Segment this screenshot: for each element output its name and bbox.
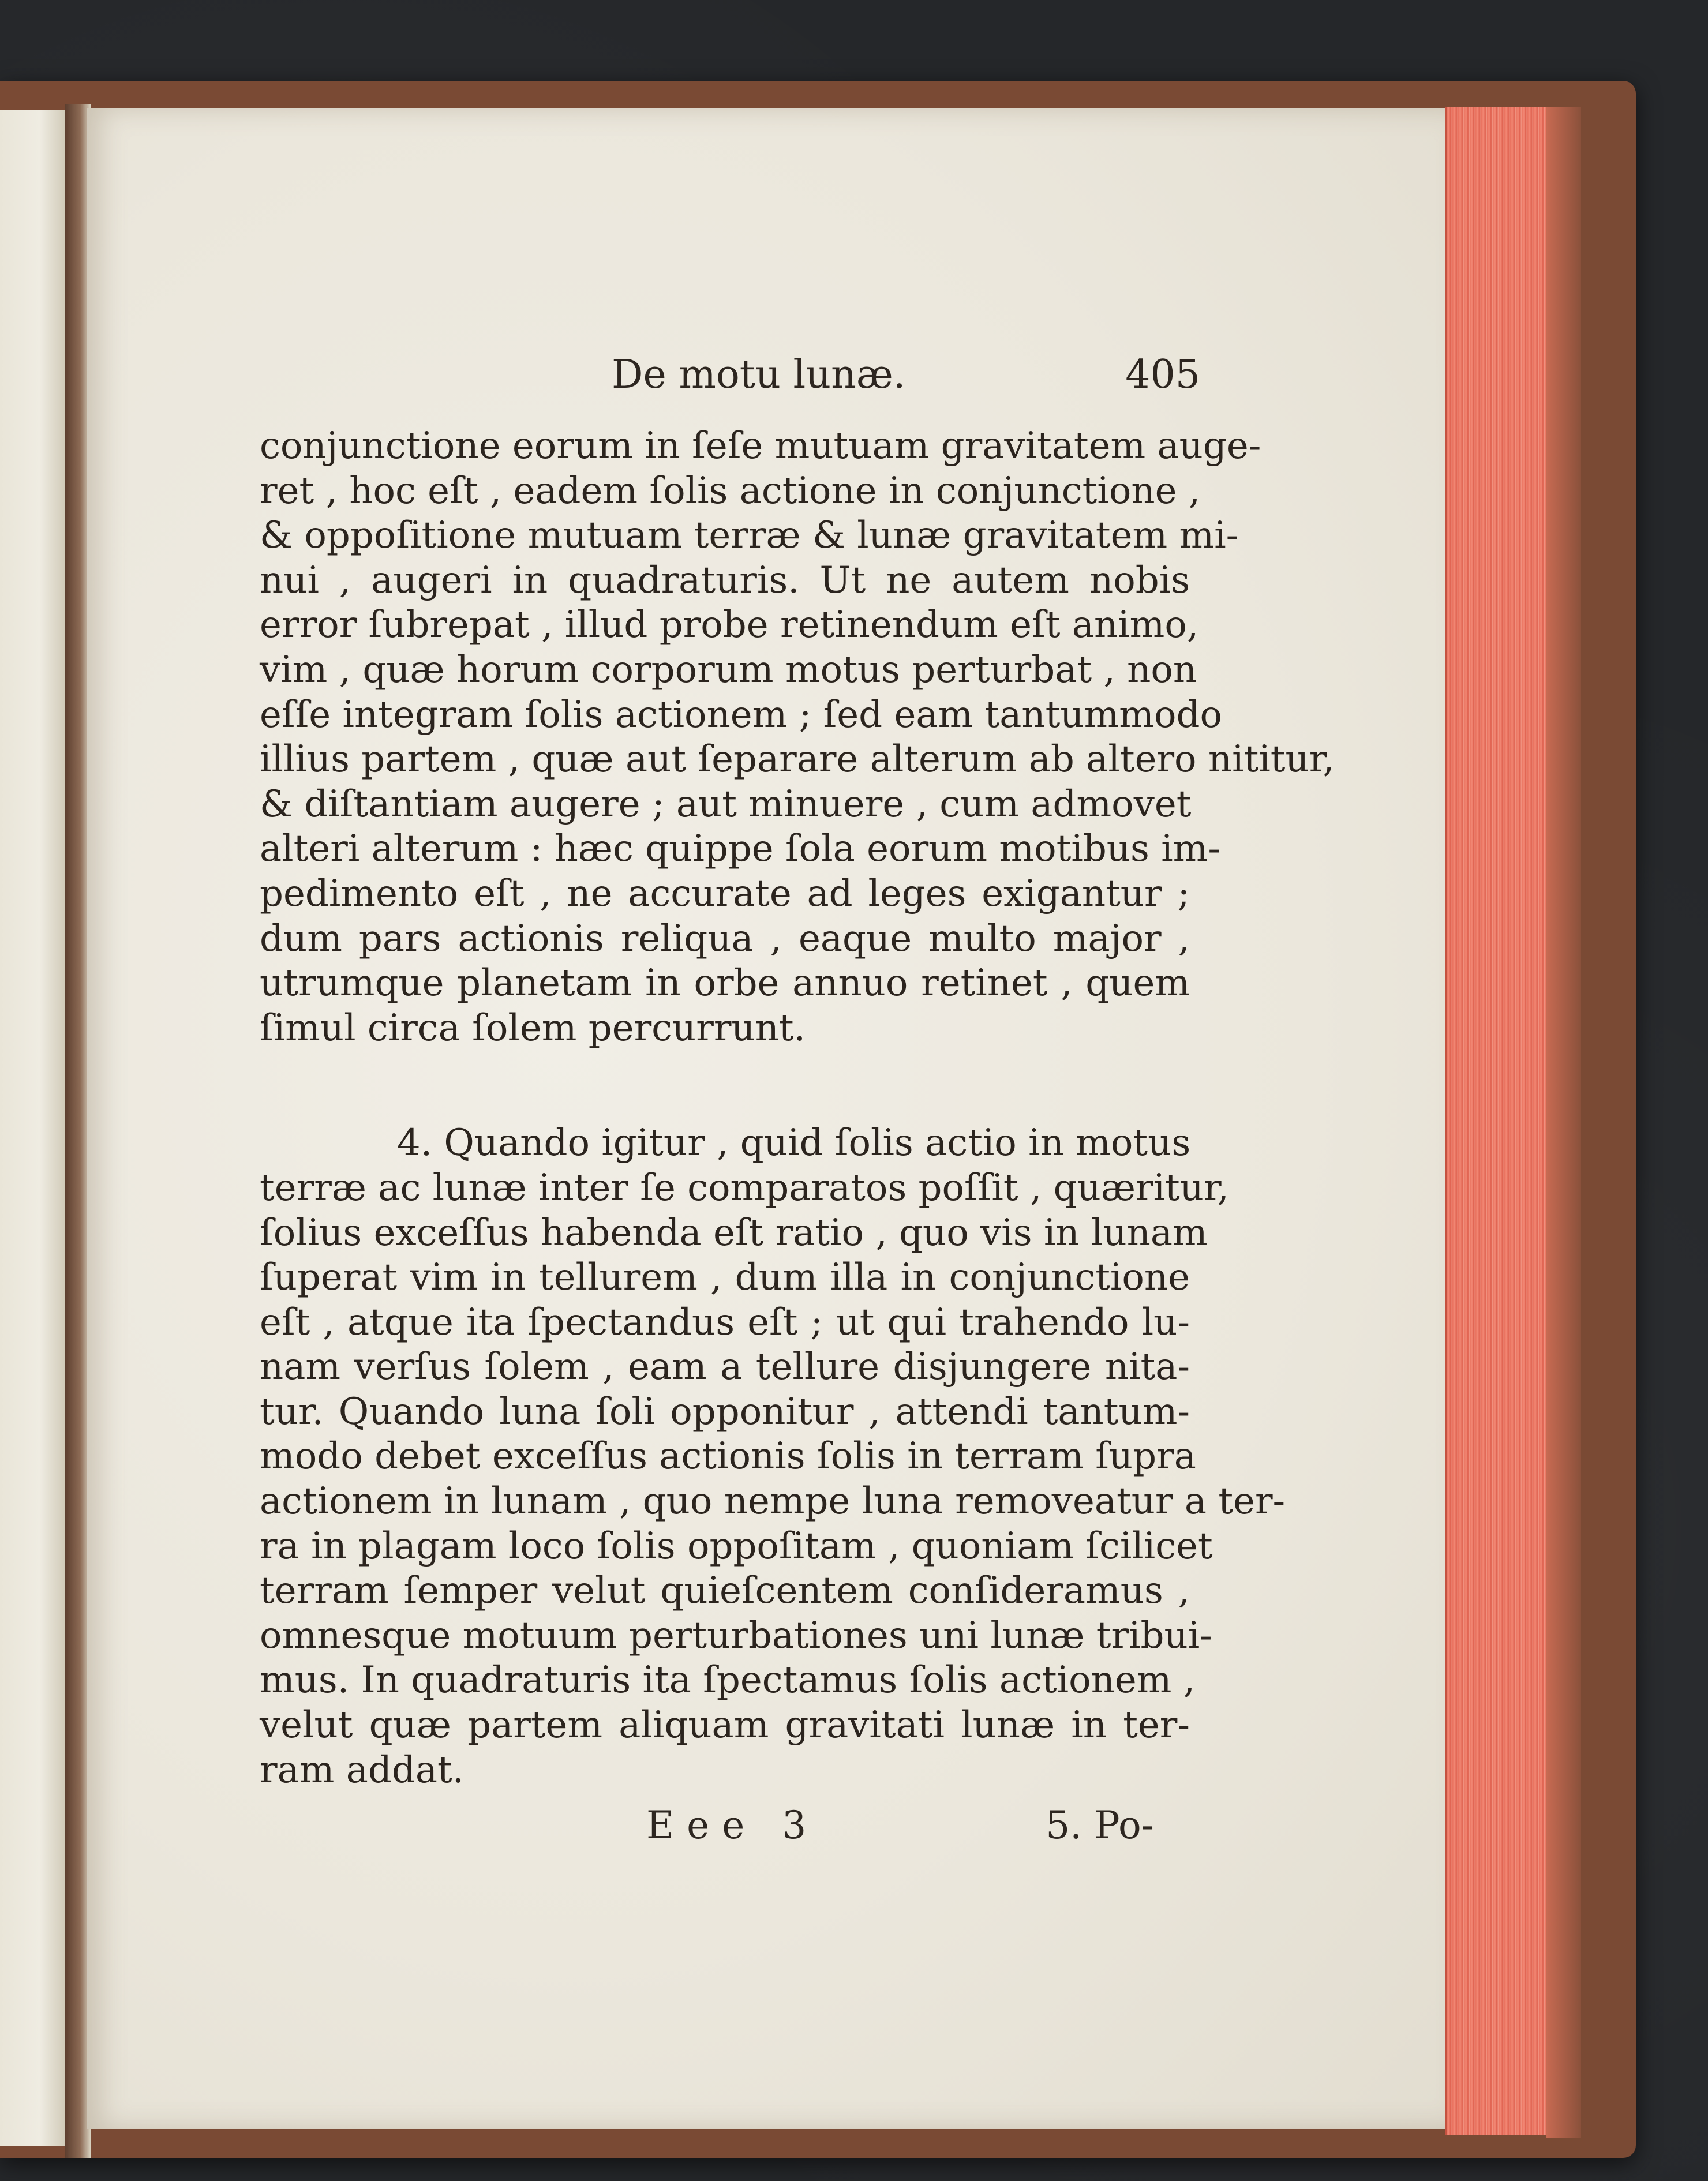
- text-line: utrumque planetam in orbe annuo retinet , quem: [260, 962, 1190, 1005]
- text-line: & diſtantiam augere ; aut minuere , cum admovet: [260, 782, 1192, 826]
- text-line: 4. Quando igitur , quid ſolis actio in motus: [397, 1122, 1191, 1165]
- text-line: mus. In quadraturis ita ſpectamus ſolis actionem ,: [260, 1659, 1196, 1702]
- cover-edge: [1546, 107, 1581, 2138]
- text-line: terram ſemper velut quieſcentem conſideramus ,: [260, 1569, 1190, 1613]
- text-line: conjunctione eorum in ſeſe mutuam gravitatem auge-: [260, 425, 1261, 467]
- text-line: omnesque motuum perturbationes uni lunæ tribui-: [260, 1614, 1212, 1657]
- signature-mark: Eee 3: [646, 1803, 819, 1848]
- text-line: modo debet exceſſus actionis ſolis in terram ſupra: [260, 1435, 1196, 1478]
- text-line: ram addat.: [260, 1748, 465, 1792]
- text-line: nam verſus ſolem , eam a tellure disjungere nita-: [260, 1346, 1190, 1389]
- text-line: illius partem , quæ aut ſeparare alterum ab altero nititur,: [260, 738, 1335, 781]
- left-page-edge: [0, 110, 72, 2146]
- text-line: actionem in lunam , quo nempe luna removeatur a ter-: [260, 1480, 1286, 1523]
- text-line: pedimento eſt , ne accurate ad leges exigantur ;: [260, 872, 1190, 915]
- paragraph-gap: [260, 1051, 1190, 1121]
- text-line: terræ ac lunæ inter ſe comparatos poſſit , quæritur,: [260, 1166, 1229, 1209]
- text-line: eſſe integram ſolis actionem ; ſed eam tantummodo: [260, 693, 1222, 736]
- text-line: velut quæ partem aliquam gravitati lunæ in ter-: [260, 1704, 1190, 1747]
- main-text: [260, 424, 1335, 1793]
- text-line: nui , augeri in quadraturis. Ut ne autem nobis: [260, 559, 1190, 602]
- text-line: vim , quæ horum corporum motus perturbat , non: [260, 648, 1197, 691]
- running-head: [600, 352, 1200, 404]
- text-line: dum pars actionis reliqua , eaque multo major ,: [260, 917, 1190, 960]
- text-line: ſolius exceſſus habenda eſt ratio , quo vis in lunam: [260, 1211, 1208, 1254]
- running-title: De motu lunæ.: [612, 352, 906, 398]
- text-line: ſuperat vim in tellurem , dum illa in conjunctione: [260, 1256, 1190, 1299]
- page-footer: [646, 1803, 1154, 1855]
- paragraph-1: [260, 424, 1335, 1051]
- catchword: 5. Po-: [1046, 1803, 1154, 1848]
- text-line: tur. Quando luna ſoli opponitur , attendi tantum-: [260, 1390, 1190, 1433]
- text-line: error ſubrepat , illud probe retinendum eſt animo,: [260, 604, 1199, 647]
- text-line: eſt , atque ita ſpectandus eſt ; ut qui trahendo lu-: [260, 1301, 1190, 1344]
- paragraph-2: [260, 1121, 1286, 1793]
- text-line: ra in plagam loco ſolis oppoſitam , quoniam ſcilicet: [260, 1524, 1213, 1568]
- text-line: & oppoſitione mutuam terræ & lunæ gravitatem mi-: [260, 514, 1239, 557]
- text-line: ret , hoc eſt , eadem ſolis actione in conjunctione ,: [260, 469, 1201, 512]
- text-line: alteri alterum : hæc quippe ſola eorum motibus im-: [260, 827, 1220, 871]
- text-line: ſimul circa ſolem percurrunt.: [260, 1006, 806, 1050]
- page-number: 405: [1125, 352, 1200, 398]
- red-page-edges: [1445, 107, 1556, 2135]
